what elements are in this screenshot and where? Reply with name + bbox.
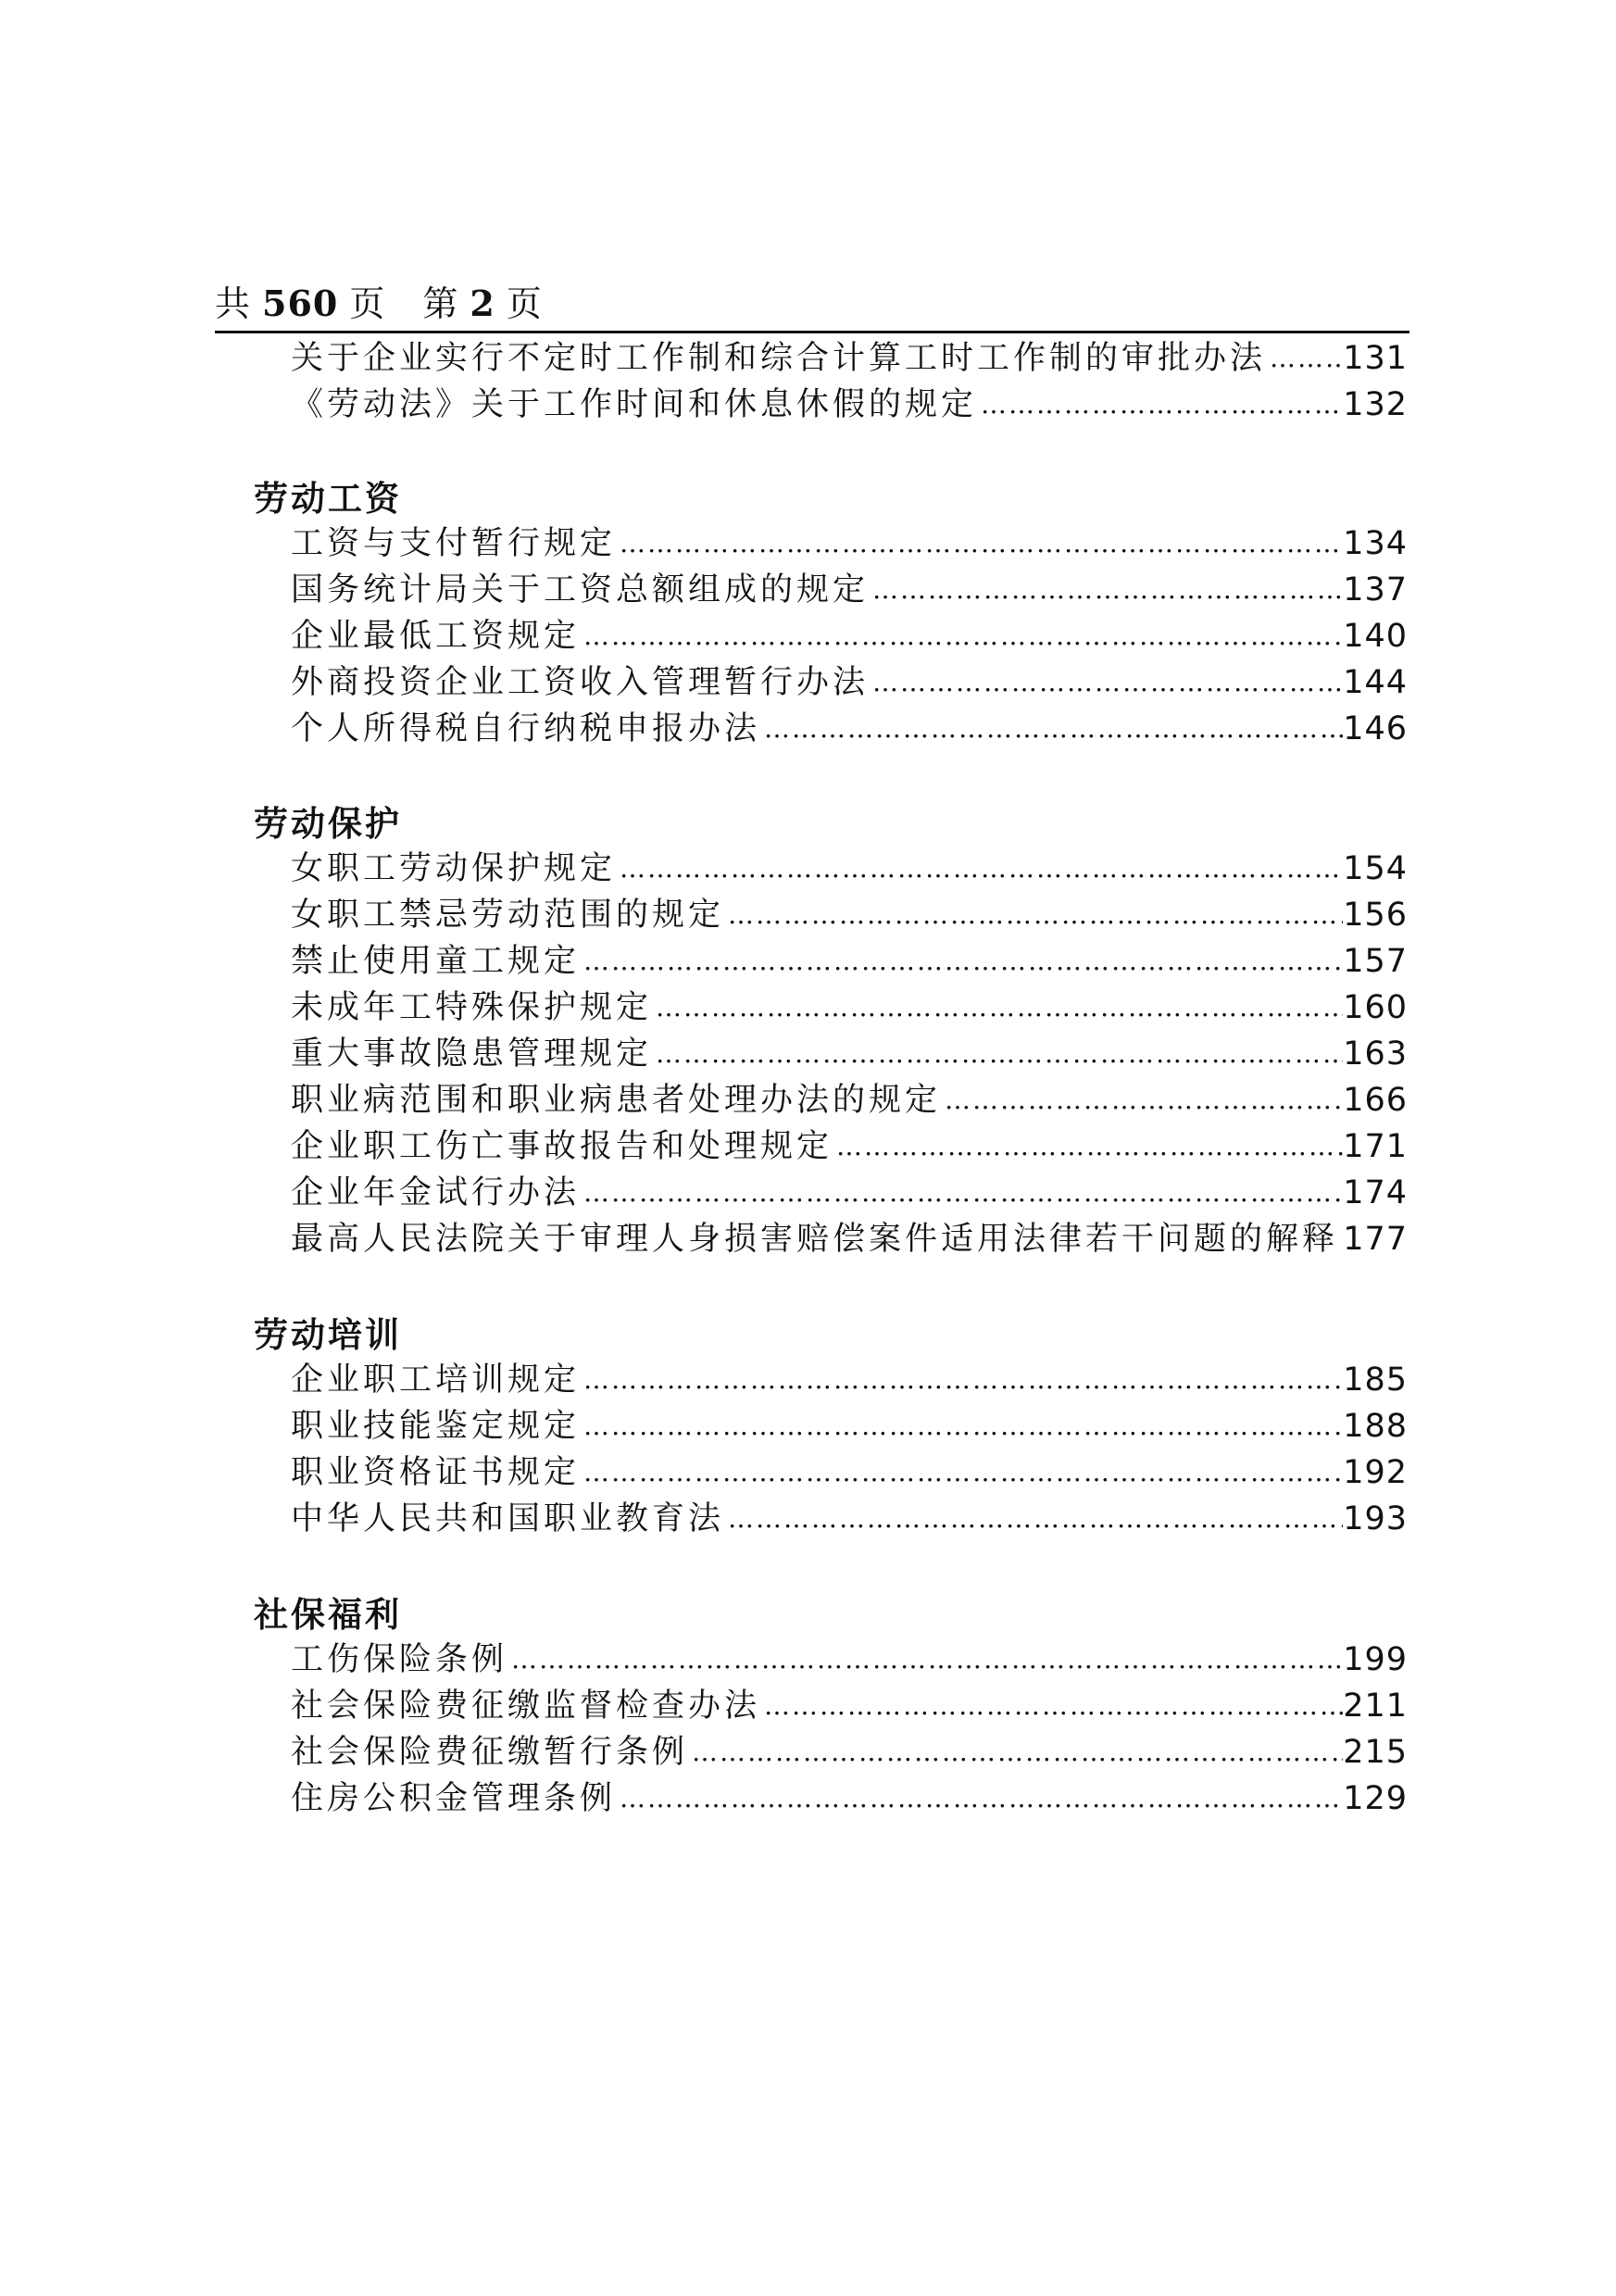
dot-leader	[977, 382, 1343, 428]
toc-entry	[291, 1123, 1408, 1170]
toc-entry-title: 企业职工培训规定	[291, 1361, 581, 1399]
toc-entry-page: 132	[1343, 386, 1408, 423]
toc-entry-page: 163	[1343, 1035, 1408, 1073]
toc-entry	[291, 1683, 1408, 1729]
toc-entry-title: 工伤保险条例	[291, 1641, 508, 1678]
dot-leader	[507, 1637, 1343, 1683]
toc-entry-page: 140	[1343, 618, 1408, 655]
dot-leader	[760, 706, 1343, 752]
toc-entry-page: 199	[1343, 1641, 1408, 1678]
toc-entry	[291, 1637, 1408, 1683]
toc-entry-title: 禁止使用童工规定	[291, 943, 581, 980]
current-suffix: 页	[506, 283, 543, 324]
toc-entry	[291, 335, 1408, 382]
toc-entry-page: 171	[1343, 1128, 1408, 1165]
dot-leader	[869, 567, 1343, 613]
toc-entry-page: 215	[1343, 1734, 1408, 1771]
toc-entry	[291, 1077, 1408, 1123]
toc-entry-title: 工资与支付暂行规定	[291, 525, 617, 562]
toc-entry-page: 157	[1343, 943, 1408, 980]
dot-leader	[724, 892, 1343, 938]
toc-entry-page: 146	[1343, 710, 1408, 747]
toc-entry-page: 177	[1343, 1221, 1408, 1258]
page-header	[215, 274, 1409, 333]
dot-leader	[616, 846, 1343, 892]
toc-entry	[291, 1357, 1408, 1403]
toc-entry	[291, 1496, 1408, 1542]
toc-entry	[291, 1729, 1408, 1775]
toc-entry	[291, 706, 1408, 752]
toc-entry-title: 女职工劳动保护规定	[291, 850, 617, 887]
toc-entry	[291, 1449, 1408, 1496]
dot-leader	[580, 1170, 1343, 1216]
toc-entry	[291, 1775, 1408, 1822]
toc-entry-title: 社会保险费征缴暂行条例	[291, 1734, 689, 1771]
toc-entry-title: 国务统计局关于工资总额组成的规定	[291, 571, 870, 609]
toc-entry	[291, 521, 1408, 567]
toc-entry	[291, 892, 1408, 938]
toc-entry	[291, 846, 1408, 892]
dot-leader	[688, 1729, 1343, 1775]
toc-entry-page: 160	[1343, 989, 1408, 1026]
current-page: 2	[470, 282, 495, 324]
toc-entry-title: 企业最低工资规定	[291, 618, 581, 655]
section-title: 劳动培训	[254, 1314, 402, 1355]
toc-entry-title: 职业技能鉴定规定	[291, 1408, 581, 1445]
toc-entry-page: 193	[1343, 1500, 1408, 1537]
toc-entry-page: 174	[1343, 1174, 1408, 1211]
toc-entry	[291, 567, 1408, 613]
total-prefix: 共	[215, 283, 252, 324]
dot-leader	[580, 1449, 1343, 1496]
toc-entry-title: 职业资格证书规定	[291, 1454, 581, 1491]
dot-leader	[760, 1683, 1343, 1729]
toc-entry	[291, 382, 1408, 428]
total-suffix: 页	[349, 283, 386, 324]
dot-leader	[652, 1031, 1343, 1077]
total-pages: 560	[262, 282, 339, 324]
toc-entry-page: 137	[1343, 571, 1408, 609]
toc-entry	[291, 659, 1408, 706]
toc-entry-page: 129	[1343, 1780, 1408, 1817]
toc-entry	[291, 1403, 1408, 1449]
dot-leader	[941, 1077, 1343, 1123]
toc-entry-page: 144	[1343, 664, 1408, 701]
toc-entry-page: 185	[1343, 1361, 1408, 1399]
section-title: 社保福利	[254, 1594, 402, 1635]
dot-leader	[580, 613, 1343, 659]
toc-entry	[291, 938, 1408, 985]
toc-entry-title: 职业病范围和职业病患者处理办法的规定	[291, 1082, 942, 1119]
toc-entry-page: 156	[1343, 897, 1408, 934]
dot-leader	[616, 1775, 1343, 1822]
toc-entry-title: 《劳动法》关于工作时间和休息休假的规定	[291, 386, 978, 423]
toc-entry-page: 211	[1343, 1687, 1408, 1725]
toc-entry	[291, 985, 1408, 1031]
current-prefix: 第	[422, 283, 459, 324]
toc-entry-title: 住房公积金管理条例	[291, 1780, 617, 1817]
toc-entry-title: 社会保险费征缴监督检查办法	[291, 1687, 761, 1725]
section-title: 劳动工资	[254, 478, 402, 519]
toc-entry	[291, 613, 1408, 659]
dot-leader	[724, 1496, 1343, 1542]
toc-entry-title: 重大事故隐患管理规定	[291, 1035, 653, 1073]
toc-entry-title: 个人所得税自行纳税申报办法	[291, 710, 761, 747]
dot-leader	[1266, 335, 1343, 382]
dot-leader	[869, 659, 1343, 706]
toc-entry-title: 中华人民共和国职业教育法	[291, 1500, 725, 1537]
dot-leader	[580, 1403, 1343, 1449]
toc-entry-title: 未成年工特殊保护规定	[291, 989, 653, 1026]
toc-entry-page: 188	[1343, 1408, 1408, 1445]
header-rule	[215, 331, 1409, 333]
dot-leader	[616, 521, 1343, 567]
toc-entry	[291, 1031, 1408, 1077]
toc-entry-title: 企业年金试行办法	[291, 1174, 581, 1211]
dot-leader	[580, 938, 1343, 985]
dot-leader	[833, 1123, 1343, 1170]
toc-entry-page: 134	[1343, 525, 1408, 562]
toc-entry	[291, 1170, 1408, 1216]
toc-entry-page: 192	[1343, 1454, 1408, 1491]
dot-leader	[652, 985, 1343, 1031]
toc-entry-title: 企业职工伤亡事故报告和处理规定	[291, 1128, 833, 1165]
toc-entry	[291, 1216, 1408, 1262]
toc-entry-title: 关于企业实行不定时工作制和综合计算工时工作制的审批办法	[291, 340, 1267, 377]
toc-entry-page: 154	[1343, 850, 1408, 887]
toc-entry-page: 131	[1343, 340, 1408, 377]
toc-entry-page: 166	[1343, 1082, 1408, 1119]
toc-entry-title: 外商投资企业工资收入管理暂行办法	[291, 664, 870, 701]
section-title: 劳动保护	[254, 803, 402, 844]
dot-leader	[580, 1357, 1343, 1403]
toc-entry-title: 女职工禁忌劳动范围的规定	[291, 897, 725, 934]
toc-entry-title: 最高人民法院关于审理人身损害赔偿案件适用法律若干问题的解释	[291, 1221, 1339, 1258]
